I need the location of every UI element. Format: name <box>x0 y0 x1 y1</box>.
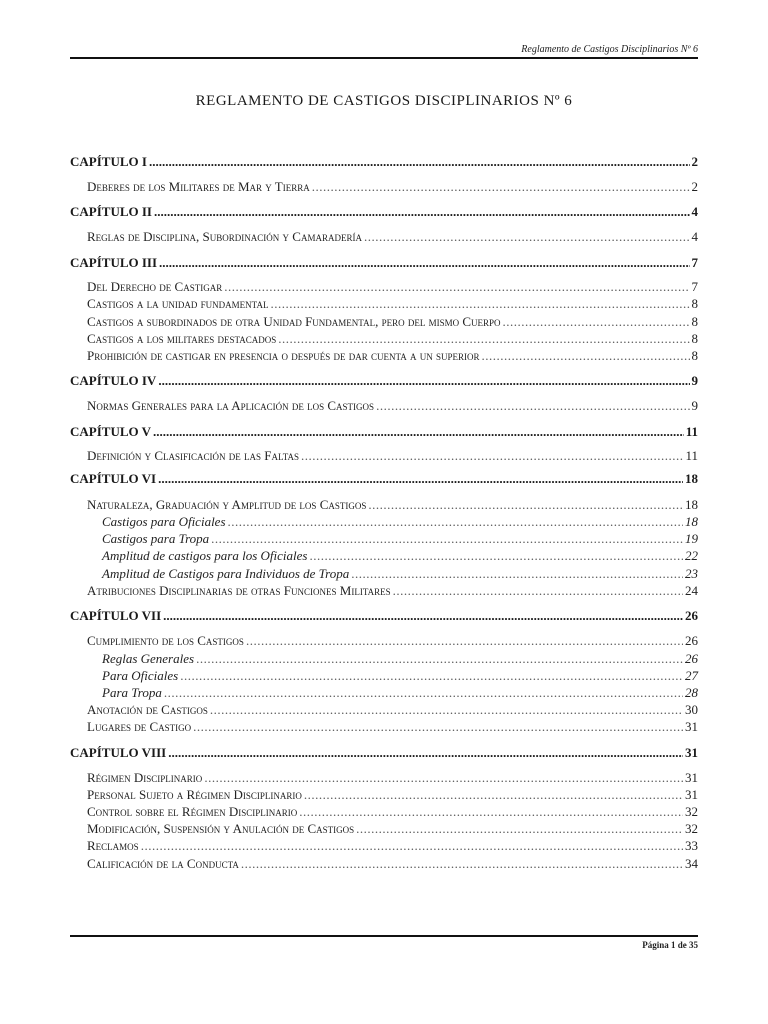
toc-entry-page-number: 4 <box>691 229 698 244</box>
toc-chapter-entry[interactable] <box>70 204 698 220</box>
toc-dot-leader <box>159 255 689 271</box>
toc-dot-leader <box>364 229 690 245</box>
toc-section-entry[interactable] <box>87 787 698 803</box>
toc-entry-label: Castigos a subordinados de otra Unidad Fundamental, pero del mismo Cuerpo <box>87 314 501 329</box>
toc-section-entry[interactable] <box>87 804 698 820</box>
toc-section-entry[interactable] <box>87 497 698 513</box>
toc-entry-label: CAPÍTULO V <box>70 424 152 439</box>
toc-dot-leader <box>154 204 690 220</box>
toc-entry-page-number: 30 <box>685 702 698 717</box>
toc-entry-page-number: 31 <box>685 745 698 760</box>
toc-entry-page-number: 23 <box>685 566 698 581</box>
toc-entry-page-number: 31 <box>685 770 698 785</box>
toc-subsection-entry[interactable] <box>102 531 698 547</box>
toc-entry-page-number: 9 <box>691 373 698 388</box>
toc-entry-page-number: 31 <box>685 719 698 734</box>
toc-entry-label: Personal Sujeto a Régimen Disciplinario <box>87 787 302 802</box>
toc-entry-label: Deberes de los Militares de Mar y Tierra <box>87 179 310 194</box>
toc-entry-label: Reglas Generales <box>102 651 195 666</box>
toc-entry-page-number: 33 <box>685 838 698 853</box>
toc-entry-label: Prohibición de castigar en presencia o después de dar cuenta a un superior <box>87 348 480 363</box>
toc-dot-leader <box>393 583 683 599</box>
toc-chapter-entry[interactable] <box>70 255 698 271</box>
toc-entry-label: Castigos a los militares destacados <box>87 331 277 346</box>
toc-subsection-entry[interactable] <box>102 566 698 582</box>
toc-dot-leader <box>158 471 683 487</box>
toc-entry-page-number: 8 <box>691 331 698 346</box>
toc-chapter-entry[interactable] <box>70 424 698 440</box>
toc-entry-page-number: 11 <box>685 424 698 439</box>
toc-entry-label: Del Derecho de Castigar <box>87 279 223 294</box>
running-header: Reglamento de Castigos Disciplinarios Nº 6 <box>521 44 698 55</box>
toc-entry-label: Normas Generales para la Aplicación de los Castigos <box>87 398 375 413</box>
toc-entry-label: Modificación, Suspensión y Anulación de Castigos <box>87 821 355 836</box>
toc-section-entry[interactable] <box>87 583 698 599</box>
toc-dot-leader <box>241 856 683 872</box>
toc-dot-leader <box>299 804 683 820</box>
toc-dot-leader <box>204 770 683 786</box>
toc-entry-page-number: 9 <box>691 398 698 413</box>
toc-entry-page-number: 2 <box>691 179 698 194</box>
toc-entry-page-number: 32 <box>685 821 698 836</box>
toc-dot-leader <box>301 448 683 464</box>
toc-entry-label: Para Tropa <box>102 685 162 700</box>
toc-dot-leader <box>503 314 690 330</box>
toc-entry-label: Atribuciones Disciplinarias de otras Funciones Militares <box>87 583 391 598</box>
toc-entry-label: Naturaleza, Graduación y Amplitud de los Castigos <box>87 497 367 512</box>
toc-entry-label: Lugares de Castigo <box>87 719 192 734</box>
toc-entry-label: Anotación de Castigos <box>87 702 208 717</box>
toc-dot-leader <box>224 279 689 295</box>
toc-section-entry[interactable] <box>87 296 698 312</box>
toc-entry-label: Amplitud de castigos para los Oficiales <box>102 548 308 563</box>
toc-dot-leader <box>196 651 683 667</box>
toc-section-entry[interactable] <box>87 719 698 735</box>
toc-dot-leader <box>168 745 683 761</box>
toc-dot-leader <box>278 331 689 347</box>
toc-entry-label: Reglas de Disciplina, Subordinación y Camaradería <box>87 229 362 244</box>
toc-entry-page-number: 34 <box>685 856 698 871</box>
toc-entry-label: Régimen Disciplinario <box>87 770 203 785</box>
toc-entry-page-number: 26 <box>685 608 698 623</box>
toc-dot-leader <box>270 296 689 312</box>
toc-dot-leader <box>309 548 683 564</box>
toc-entry-page-number: 26 <box>685 651 698 666</box>
toc-entry-page-number: 27 <box>685 668 698 683</box>
toc-section-entry[interactable] <box>87 331 698 347</box>
toc-dot-leader <box>312 179 690 195</box>
toc-section-entry[interactable] <box>87 398 698 414</box>
toc-entry-label: Castigos para Oficiales <box>102 514 226 529</box>
toc-entry-page-number: 8 <box>691 348 698 363</box>
toc-entry-label: CAPÍTULO VI <box>70 471 157 486</box>
toc-entry-page-number: 19 <box>685 531 698 546</box>
toc-entry-page-number: 31 <box>685 787 698 802</box>
toc-entry-label: Para Oficiales <box>102 668 179 683</box>
toc-entry-label: CAPÍTULO III <box>70 255 158 270</box>
toc-dot-leader <box>153 424 684 440</box>
toc-entry-page-number: 8 <box>691 296 698 311</box>
toc-dot-leader <box>141 838 683 854</box>
toc-entry-page-number: 32 <box>685 804 698 819</box>
toc-section-entry[interactable] <box>87 856 698 872</box>
toc-section-entry[interactable] <box>87 279 698 295</box>
toc-entry-label: CAPÍTULO IV <box>70 373 157 388</box>
toc-section-entry[interactable] <box>87 633 698 649</box>
toc-dot-leader <box>368 497 683 513</box>
toc-dot-leader <box>211 531 683 547</box>
toc-entry-page-number: 24 <box>685 583 698 598</box>
toc-entry-label: CAPÍTULO I <box>70 154 147 169</box>
toc-entry-label: Amplitud de Castigos para Individuos de Tropa <box>102 566 350 581</box>
toc-chapter-entry[interactable] <box>70 154 698 170</box>
toc-section-entry[interactable] <box>87 179 698 195</box>
document-title: REGLAMENTO DE CASTIGOS DISCIPLINARIOS Nº 6 <box>195 93 573 109</box>
toc-dot-leader <box>304 787 683 803</box>
toc-section-entry[interactable] <box>87 229 698 245</box>
toc-entry-page-number: 26 <box>685 633 698 648</box>
toc-dot-leader <box>158 373 689 389</box>
header-rule <box>70 57 698 59</box>
toc-dot-leader <box>180 668 683 684</box>
toc-dot-leader <box>351 566 683 582</box>
footer-rule <box>70 935 698 937</box>
toc-entry-label: CAPÍTULO VIII <box>70 745 167 760</box>
toc-entry-label: Castigos a la unidad fundamental <box>87 296 269 311</box>
toc-subsection-entry[interactable] <box>102 514 698 530</box>
toc-entry-label: Definición y Clasificación de las Faltas <box>87 448 299 463</box>
toc-section-entry[interactable] <box>87 770 698 786</box>
toc-section-entry[interactable] <box>87 348 698 364</box>
toc-entry-page-number: 18 <box>685 497 698 512</box>
toc-section-entry[interactable] <box>87 314 698 330</box>
toc-dot-leader <box>228 514 683 530</box>
toc-dot-leader <box>163 608 683 624</box>
toc-chapter-entry[interactable] <box>70 373 698 389</box>
toc-chapter-entry[interactable] <box>70 608 698 624</box>
toc-entry-label: Cumplimiento de los Castigos <box>87 633 244 648</box>
toc-dot-leader <box>149 154 690 170</box>
toc-entry-label: Reclamos <box>87 838 139 853</box>
toc-entry-label: CAPÍTULO II <box>70 204 152 219</box>
toc-entry-page-number: 2 <box>691 154 698 169</box>
toc-section-entry[interactable] <box>87 838 698 854</box>
toc-entry-label: Castigos para Tropa <box>102 531 210 546</box>
toc-entry-label: CAPÍTULO VII <box>70 608 162 623</box>
toc-chapter-entry[interactable] <box>70 471 698 487</box>
toc-section-entry[interactable] <box>87 448 698 464</box>
toc-dot-leader <box>210 702 683 718</box>
toc-dot-leader <box>356 821 683 837</box>
toc-dot-leader <box>246 633 683 649</box>
toc-subsection-entry[interactable] <box>102 685 698 701</box>
toc-entry-page-number: 18 <box>685 471 698 486</box>
toc-entry-page-number: 8 <box>691 314 698 329</box>
toc-dot-leader <box>164 685 683 701</box>
page-number-footer: Página 1 de 35 <box>642 940 698 950</box>
toc-entry-page-number: 7 <box>691 255 698 270</box>
toc-entry-page-number: 7 <box>691 279 698 294</box>
toc-entry-page-number: 11 <box>685 448 698 463</box>
toc-dot-leader <box>482 348 690 364</box>
toc-section-entry[interactable] <box>87 702 698 718</box>
toc-entry-page-number: 22 <box>685 548 698 563</box>
toc-subsection-entry[interactable] <box>102 548 698 564</box>
toc-dot-leader <box>193 719 683 735</box>
toc-entry-page-number: 28 <box>685 685 698 700</box>
toc-dot-leader <box>376 398 689 414</box>
toc-chapter-entry[interactable] <box>70 745 698 761</box>
toc-subsection-entry[interactable] <box>102 668 698 684</box>
toc-section-entry[interactable] <box>87 821 698 837</box>
toc-entry-page-number: 4 <box>691 204 698 219</box>
toc-entry-label: Control sobre el Régimen Disciplinario <box>87 804 298 819</box>
toc-entry-label: Calificación de la Conducta <box>87 856 239 871</box>
toc-subsection-entry[interactable] <box>102 651 698 667</box>
toc-entry-page-number: 18 <box>685 514 698 529</box>
